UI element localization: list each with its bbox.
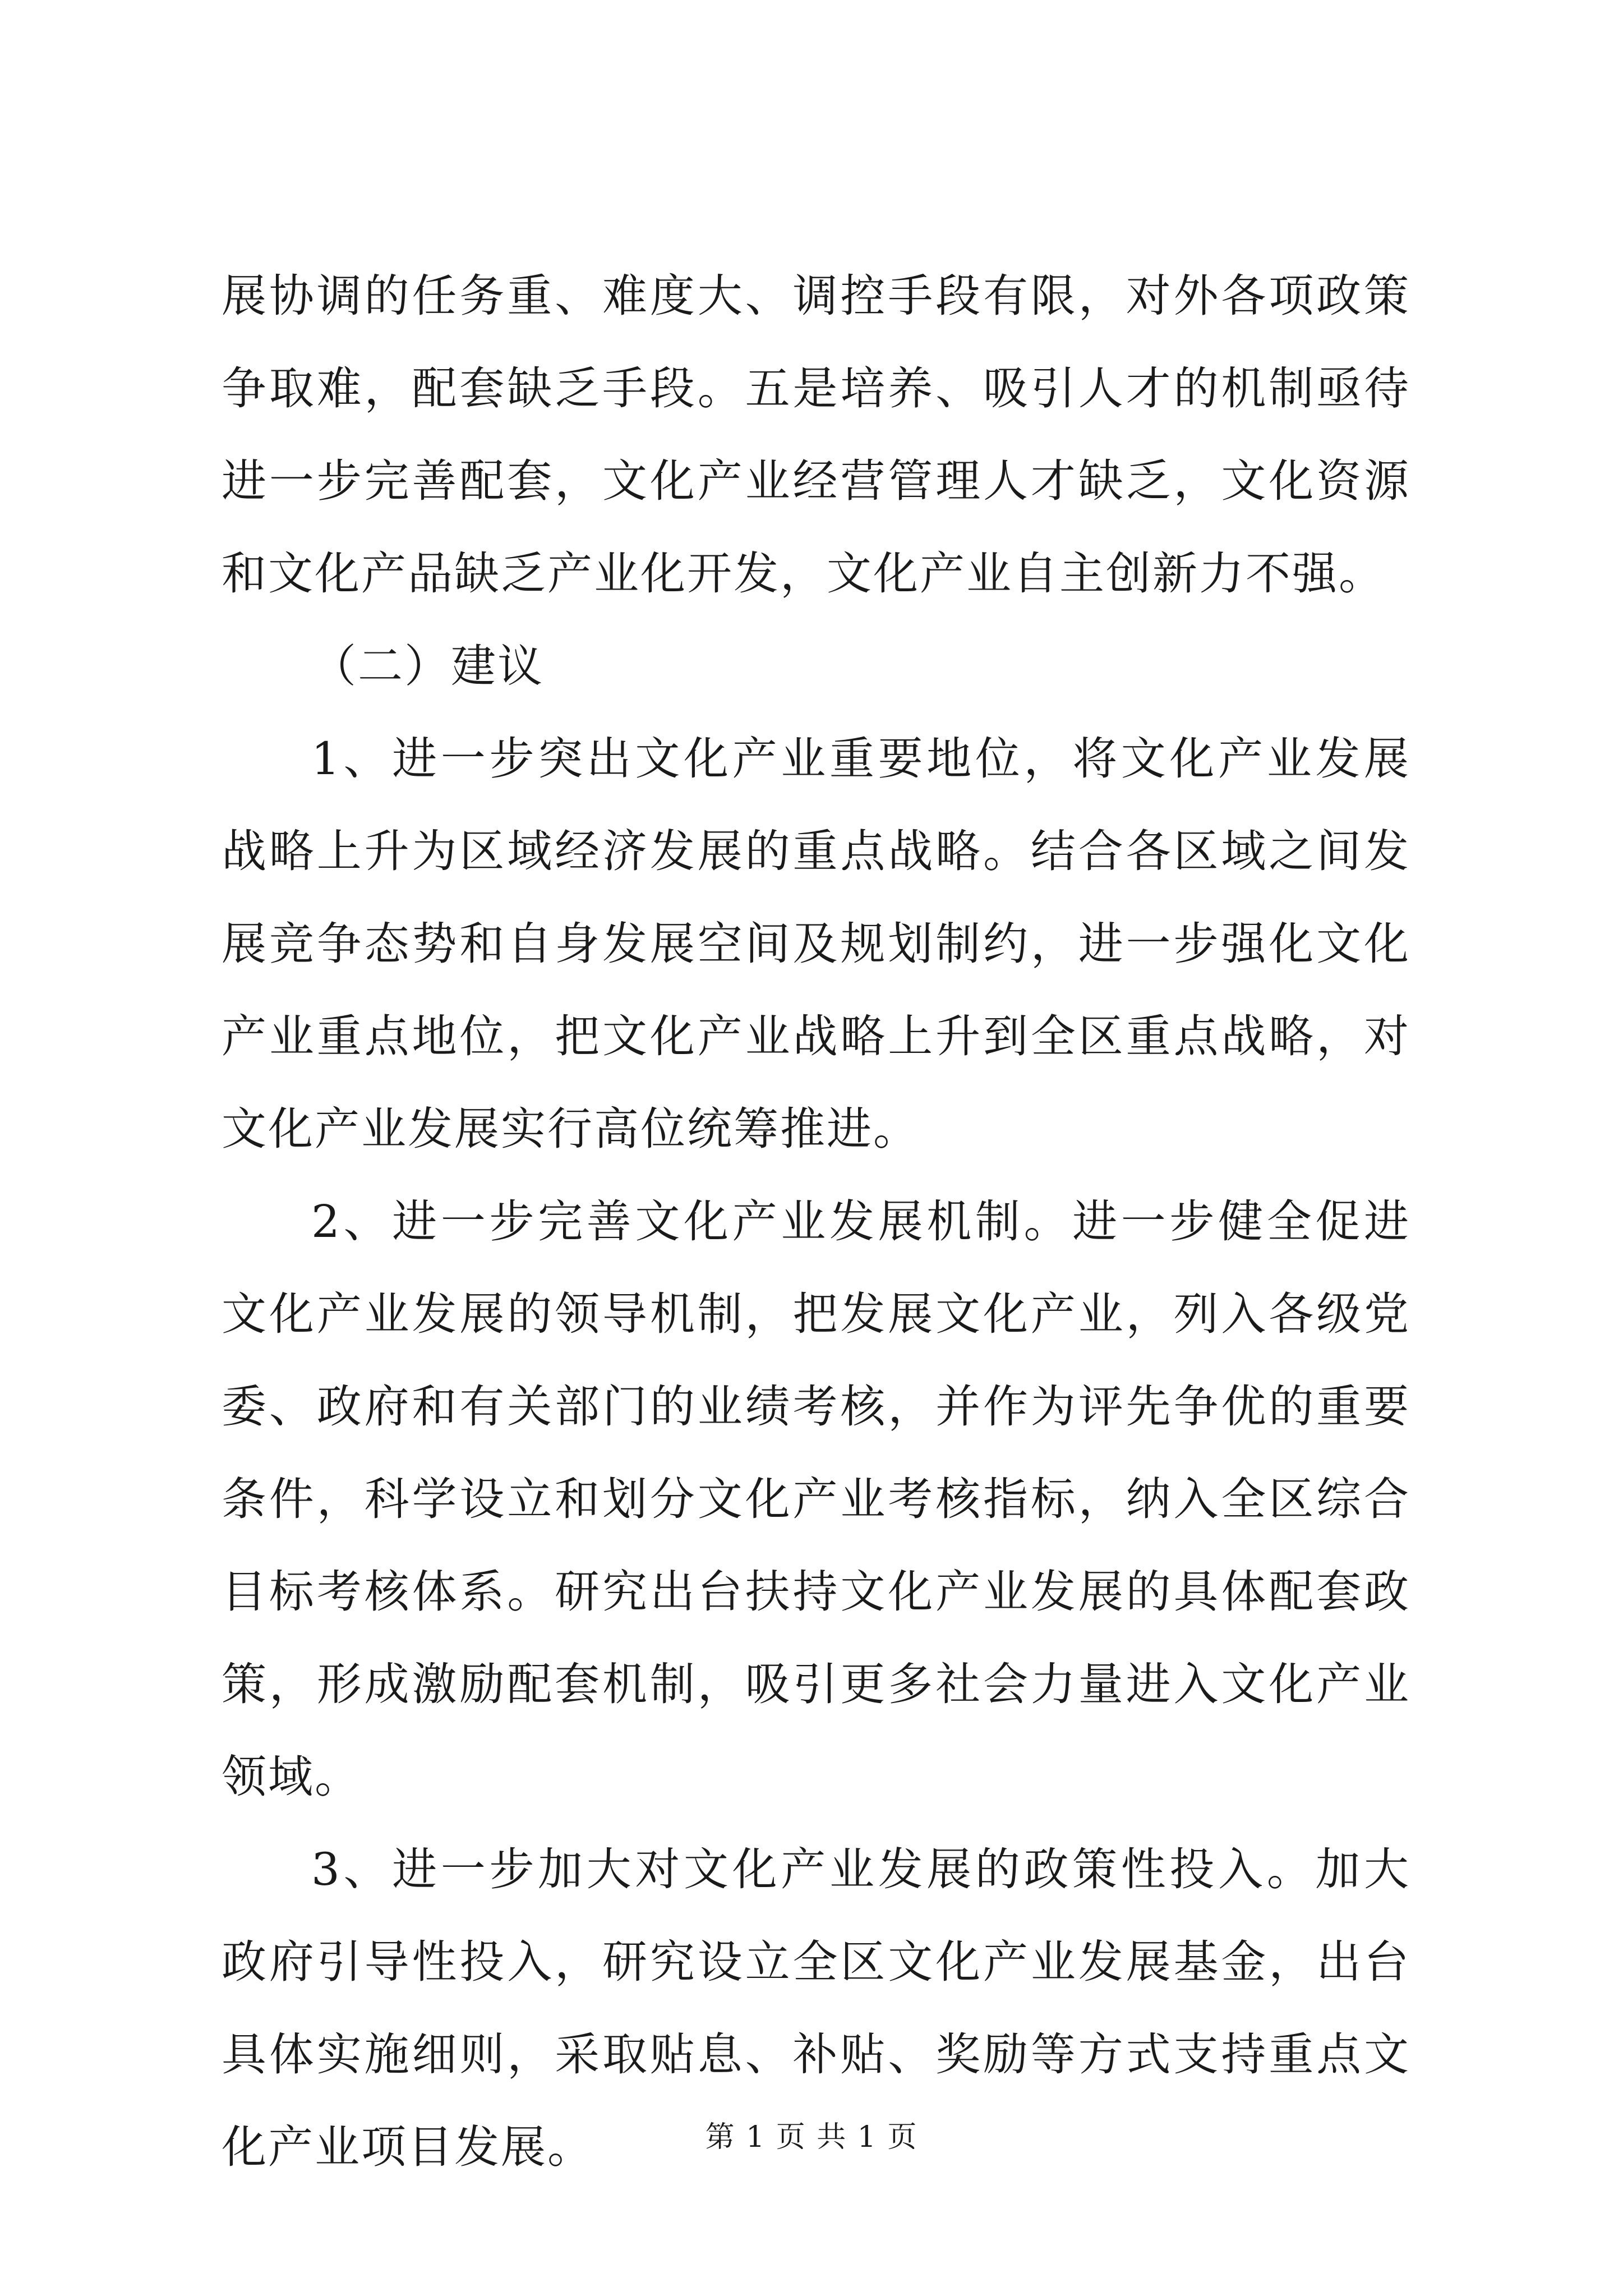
- paragraph-suggestion-1: 1、进一步突出文化产业重要地位，将文化产业发展战略上升为区域经济发展的重点战略。结合各区域之间发展竞争态势和自身发展空间及规划制约，进一步强化文化产业重点地位，把文化产业战略上升到全区重点战略，对文化产业发展实行高位统筹推进。: [222, 733, 1410, 1155]
- paragraph-continuation: 展协调的任务重、难度大、调控手段有限，对外各项政策争取难，配套缺乏手段。五是培养、吸引人才的机制亟待进一步完善配套，文化产业经营管理人才缺乏，文化资源和文化产品缺乏产业化开发，文化产业自主创新力不强。: [222, 270, 1410, 600]
- paragraph-suggestion-3: 3、进一步加大对文化产业发展的政策性投入。加大政府引导性投入，研究设立全区文化产业发展基金，出台具体实施细则，采取贴息、补贴、奖励等方式支持重点文化产业项目发展。: [222, 1843, 1410, 2173]
- document-body: [222, 250, 1410, 2193]
- page-footer: 第 1 页 共 1 页: [705, 2120, 918, 2154]
- section-heading-suggestions: （二）建议: [311, 640, 544, 692]
- paragraph-suggestion-2: 2、进一步完善文化产业发展机制。进一步健全促进文化产业发展的领导机制，把发展文化产业，列入各级党委、政府和有关部门的业绩考核，并作为评先争优的重要条件，科学设立和划分文化产业考核指标，纳入全区综合目标考核体系。研究出台扶持文化产业发展的具体配套政策，形成激励配套机制，吸引更多社会力量进入文化产业领域。: [222, 1195, 1410, 1803]
